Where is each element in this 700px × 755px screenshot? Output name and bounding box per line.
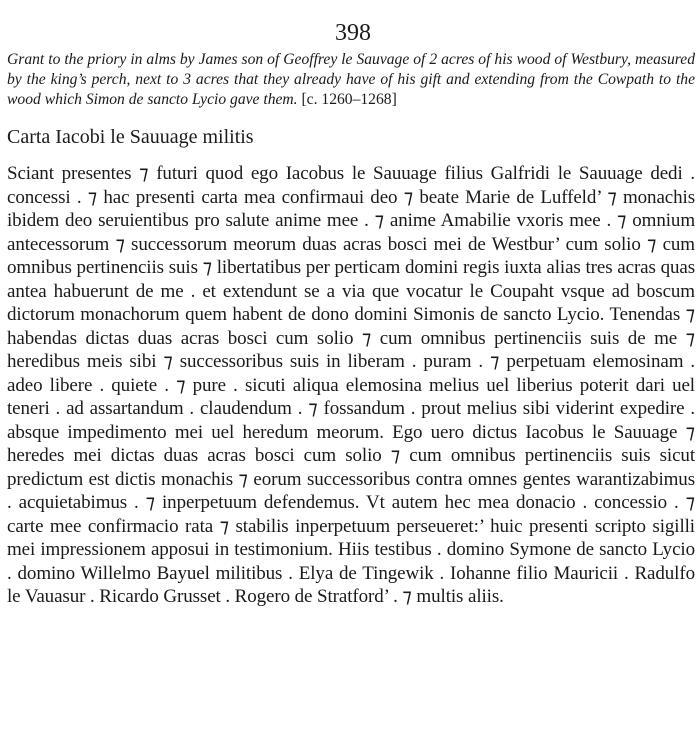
charter-body: Sciant presentes ⁊ futuri quod ego Iacobus le Sauuage filius Galfridi le Sauuage dedi . concessi . ⁊ hac presenti carta mea confirmaui deo ⁊ beate Marie de Luffeld’ ⁊ monachis ibidem deo seruientibus pro salute anime mee . ⁊ anime Amabilie vxoris mee . ⁊ omnium antecessorum ⁊ successorum meorum duas acras bosci mei de Westbur’ cum solio ⁊ cum omnibus pertinenciis suis ⁊ libertatibus per perticam domini regis iuxta alias tres acras quas antea habuerunt de me . et extendunt se a via que vocatur le Coupaht vsque ad boscum dictorum monachorum quem habent de dono domini Simonis de sancto Lycio. Tenendas ⁊ habendas dictas duas acras bosci cum solio ⁊ cum omnibus pertinenciis suis de me ⁊ heredibus meis sibi ⁊ successoribus suis in liberam . puram . ⁊ perpetuam elemosinam . adeo libere . quiete . ⁊ pure . sicuti aliqua elemosina melius uel liberius poterit dari uel teneri . ad assartandum . claudendum . ⁊ fossandum . prout melius sibi viderint expedire . absque impedimento mei uel heredum meorum. Ego uero dictus Iacobus le Sauuage ⁊ heredes mei dictas duas acras bosci cum solio ⁊ cum omnibus pertinenciis suis sicut predictum est dictis monachis ⁊ eorum successoribus contra omnes gentes warantizabimus . acquietabimus . ⁊ inperpetuum defendemus. Vt autem hec mea donacio . concessio . ⁊ carte mee confirmacio rata ⁊ stabilis inperpetuum perseueret:’ huic presenti scripto sigilli mei impressionem apposui in testimonium. Hiis testibus . domino Symone de sancto Lycio . domino Willelmo Bayuel militibus . Elya de Tingewik . Iohanne filio Mauricii . Radulfo le Vauasur . Ricardo Grusset . Rogero de Stratford’ . ⁊ multis aliis. bbox=[7, 163, 695, 607]
page-number: 398 bbox=[335, 20, 371, 46]
charter-heading: Carta Iacobi le Sauuage militis bbox=[7, 126, 254, 148]
document-page bbox=[7, 20, 695, 609]
summary-date: [c. 1260–1268] bbox=[301, 91, 397, 108]
charter-summary bbox=[7, 50, 695, 110]
summary-text: Grant to the priory in alms by James son of Geoffrey le Sauvage of 2 acres of his wood of Westbury, measured by the king’s perch, next to 3 acres that they already have of his gift and extending from the Cowpath to the wood which Simon de sancto Lycio gave them. bbox=[7, 51, 695, 108]
